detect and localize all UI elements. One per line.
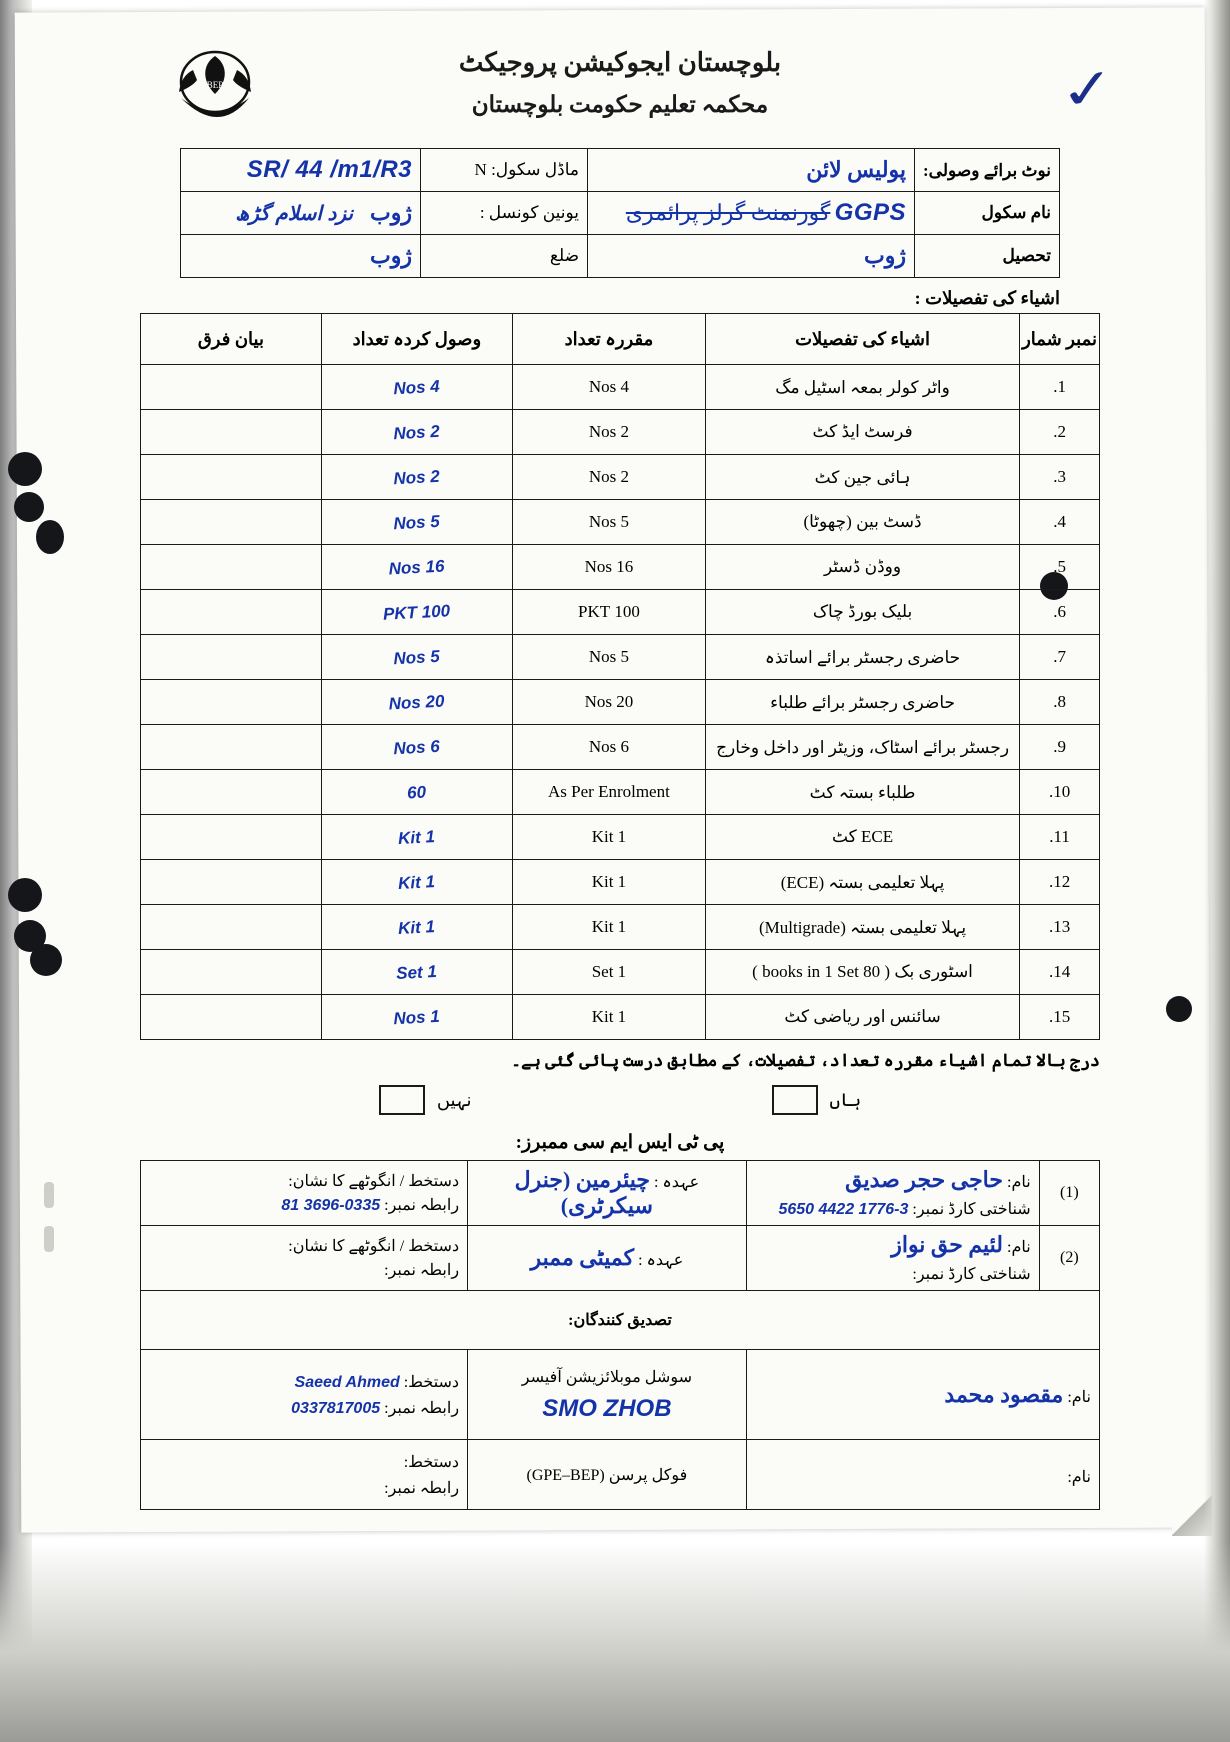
ink-blot — [30, 944, 62, 976]
district-label: ضلع — [421, 235, 588, 278]
district-value-cell — [181, 235, 421, 278]
model-school-value-cell — [181, 149, 421, 192]
table-row — [141, 725, 1100, 770]
union-council-label: یونین کونسل : — [421, 192, 588, 235]
cell-quantity: 6 Nos — [512, 725, 705, 770]
cell-serial: 9. — [1020, 725, 1100, 770]
cell-serial: 12. — [1020, 860, 1100, 905]
cell-serial: 13. — [1020, 905, 1100, 950]
verification-section-title: تصدیق کنندگان: — [141, 1291, 1100, 1350]
school-name-value-cell — [588, 192, 915, 235]
cell-received: 1 Kit — [320, 810, 513, 865]
cell-serial: 1. — [1020, 365, 1100, 410]
cell-quantity: 1 Kit — [512, 995, 705, 1040]
cell-difference — [141, 860, 322, 905]
member-contact-label: رابطہ نمبر: — [384, 1262, 460, 1279]
cell-description: حاضری رجسٹر برائے طلباء — [705, 680, 1019, 725]
receipt-note-value-cell — [588, 149, 915, 192]
cell-description: بلیک بورڈ چاک — [705, 590, 1019, 635]
cell-difference — [141, 590, 322, 635]
cell-description: واٹر کولر بمعہ اسٹیل مگ — [705, 365, 1019, 410]
table-row — [141, 590, 1100, 635]
confirm-no-option[interactable] — [379, 1085, 472, 1115]
tehsil-value-cell — [588, 235, 915, 278]
cell-received: 100 PKT — [320, 585, 513, 640]
items-table-head — [141, 314, 1100, 365]
ink-blot — [1166, 996, 1192, 1022]
tehsil-value: ژوب — [864, 243, 907, 268]
verifier-contact-label: رابطہ نمبر: — [384, 1399, 460, 1417]
cell-received: 2 Nos — [320, 405, 513, 460]
cell-serial: 4. — [1020, 500, 1100, 545]
confirm-no-label: نہیں — [436, 1089, 472, 1110]
verifier-name-cell — [746, 1350, 1099, 1440]
table-row — [141, 905, 1100, 950]
verifier-name-value: مقصود محمد — [944, 1381, 1064, 1407]
cell-received: 1 Nos — [320, 990, 513, 1045]
signatures-table — [140, 1160, 1100, 1510]
cell-description: ووڈن ڈسٹر — [705, 545, 1019, 590]
member-role-value: چیئرمین (جنرل سیکرٹری) — [514, 1167, 653, 1218]
cell-description: رجسٹر برائے اسٹاک، وزیٹر اور داخل وخارج — [705, 725, 1019, 770]
ink-blot — [8, 878, 42, 912]
table-row — [141, 635, 1100, 680]
cell-difference — [141, 950, 322, 995]
table-row — [141, 410, 1100, 455]
cell-received: 2 Nos — [320, 450, 513, 505]
cell-description: اسٹوری بک ( 80 books in 1 Set ) — [705, 950, 1019, 995]
check-mark-annotation: ✓ — [1056, 57, 1121, 123]
cell-description: پہلا تعلیمی بستہ (Multigrade) — [705, 905, 1019, 950]
cell-description: ہائی جین کٹ — [705, 455, 1019, 500]
cell-quantity: 1 Kit — [512, 905, 705, 950]
confirmation-checkboxes — [140, 1085, 1100, 1115]
cell-received: 1 Kit — [320, 855, 513, 910]
cell-description: فرسٹ ایڈ کٹ — [705, 410, 1019, 455]
member-cnic-label: شناختی کارڈ نمبر: — [912, 1266, 1031, 1283]
cell-quantity: 16 Nos — [512, 545, 705, 590]
table-row — [141, 1350, 1100, 1440]
confirm-no-checkbox[interactable] — [379, 1085, 425, 1115]
col-difference: بیان فرق — [141, 314, 322, 365]
cell-received: 20 Nos — [320, 675, 513, 730]
union-council-value-cell — [181, 192, 421, 235]
school-name-value: GGPS — [834, 199, 907, 226]
cell-difference — [141, 455, 322, 500]
ink-blot — [36, 520, 64, 554]
cell-description: سائنس اور ریاضی کٹ — [705, 995, 1019, 1040]
member-contact-label: رابطہ نمبر: — [384, 1197, 460, 1214]
cell-serial: 11. — [1020, 815, 1100, 860]
verifier-name-label: نام: — [1067, 1388, 1091, 1406]
verifier-role-code: SMO ZHOB — [542, 1394, 672, 1422]
cell-difference — [141, 365, 322, 410]
cell-difference — [141, 545, 322, 590]
cell-serial: 7. — [1020, 635, 1100, 680]
cell-received: 4 Nos — [320, 360, 513, 415]
table-row — [181, 235, 1060, 278]
cell-received: 5 Nos — [320, 495, 513, 550]
union-council-value: ژوب — [370, 200, 413, 225]
table-row — [141, 455, 1100, 500]
cell-serial: 3. — [1020, 455, 1100, 500]
verifier-name-label: نام: — [1067, 1468, 1091, 1486]
member-role-cell — [468, 1161, 747, 1226]
table-row — [141, 545, 1100, 590]
member-name-cell — [746, 1161, 1039, 1226]
member-cnic-value: 3-1776 4422 5650 — [778, 1201, 909, 1218]
confirmation-statement: درج بالا تمام اشیاء مقررہ تعداد، تفصیلات، کے مطابق درست پائی گئی ہے۔ — [511, 1051, 1100, 1070]
confirm-yes-option[interactable] — [772, 1085, 862, 1115]
model-school-value: SR/ 44 /m1/R3 — [246, 156, 413, 183]
cell-quantity: 2 Nos — [512, 455, 705, 500]
cell-serial: 5. — [1020, 545, 1100, 590]
confirm-yes-checkbox[interactable] — [772, 1085, 818, 1115]
balochistan-govt-emblem-icon — [155, 42, 255, 122]
cell-difference — [141, 410, 322, 455]
member-name-cell — [746, 1226, 1039, 1291]
department-title: محکمہ تعلیم حکومت بلوچستان — [471, 92, 769, 117]
member-name-value: لئیم حق نواز — [891, 1232, 1003, 1257]
document-header — [120, 30, 1120, 140]
table-row — [141, 1161, 1100, 1226]
verifier-signature-cell — [141, 1350, 468, 1440]
cell-difference — [141, 680, 322, 725]
table-row — [141, 680, 1100, 725]
cell-difference — [141, 905, 322, 950]
table-row — [141, 770, 1100, 815]
verifier-role-cell — [468, 1440, 747, 1510]
ink-blot — [14, 492, 44, 522]
cell-description: ECE کٹ — [705, 815, 1019, 860]
cell-received: 1 Set — [320, 945, 513, 1000]
col-received: وصول کردہ تعداد — [321, 314, 512, 365]
verifier-role-cell — [468, 1350, 747, 1440]
model-school-label: ماڈل سکول: N — [421, 149, 588, 192]
table-row — [141, 950, 1100, 995]
table-row — [181, 149, 1060, 192]
cell-quantity: 2 Nos — [512, 410, 705, 455]
verifier-name-cell — [746, 1440, 1099, 1510]
cell-difference — [141, 725, 322, 770]
member-index: (1) — [1039, 1161, 1099, 1226]
member-role-label: عہدہ : — [638, 1252, 684, 1269]
verifier-signature-label: دستخط: — [403, 1373, 460, 1391]
table-row — [141, 995, 1100, 1040]
cell-difference — [141, 815, 322, 860]
org-title: بلوچستان ایجوکیشن پروجیکٹ — [458, 48, 782, 77]
table-row — [141, 860, 1100, 905]
cell-received: 6 Nos — [320, 720, 513, 775]
cell-quantity: As Per Enrolment — [512, 770, 705, 815]
verifier-signature-label: دستخط: — [403, 1453, 460, 1471]
verifier-role-value: سوشل موبلائزیشن آفیسر — [521, 1368, 692, 1386]
member-signature-cell — [141, 1226, 468, 1291]
cell-difference — [141, 770, 322, 815]
items-table-body — [141, 365, 1100, 1040]
col-description: اشیاء کی تفصیلات — [705, 314, 1019, 365]
cell-serial: 15. — [1020, 995, 1100, 1040]
member-name-label: نام: — [1007, 1174, 1031, 1191]
member-role-value: کمیٹی ممبر — [530, 1245, 635, 1270]
cell-difference — [141, 995, 322, 1040]
member-contact-value: 0335-3696 81 — [281, 1197, 381, 1214]
member-name-value: حاجی حجر صدیق — [845, 1167, 1003, 1192]
district-value: ژوب — [370, 243, 413, 268]
ink-blot — [8, 452, 42, 486]
cell-description: پہلا تعلیمی بستہ (ECE) — [705, 860, 1019, 905]
member-cnic-label: شناختی کارڈ نمبر: — [912, 1201, 1031, 1218]
member-signature-cell — [141, 1161, 468, 1226]
verifier-contact-label: رابطہ نمبر: — [384, 1479, 460, 1497]
paper-punch-mark — [44, 1226, 54, 1252]
verifier-role-value: فوکل پرسن (GPE–BEP) — [526, 1466, 688, 1484]
member-signature-label: دستخط / انگوٹھے کا نشان: — [288, 1173, 460, 1190]
verifier-signature-value: Saeed Ahmed — [294, 1373, 400, 1391]
cell-difference — [141, 635, 322, 680]
col-quantity: مقررہ تعداد — [512, 314, 705, 365]
form-body — [120, 30, 1120, 1510]
cell-received: 1 Kit — [320, 900, 513, 955]
cell-serial: 6. — [1020, 590, 1100, 635]
cell-description: ڈسٹ بین (چھوٹا) — [705, 500, 1019, 545]
cell-quantity: 5 Nos — [512, 635, 705, 680]
cell-description: طلباء بستہ کٹ — [705, 770, 1019, 815]
cell-quantity: 1 Set — [512, 950, 705, 995]
cell-quantity: 1 Kit — [512, 815, 705, 860]
table-row — [141, 500, 1100, 545]
school-info-table — [180, 148, 1060, 278]
member-role-cell — [468, 1226, 747, 1291]
table-header-row — [141, 314, 1100, 365]
table-row — [141, 365, 1100, 410]
cell-quantity: 5 Nos — [512, 500, 705, 545]
member-role-label: عہدہ : — [653, 1174, 700, 1191]
receipt-note-label: نوٹ برائے وصولی: — [915, 149, 1060, 192]
cell-serial: 10. — [1020, 770, 1100, 815]
svg-text:BEP: BEP — [206, 80, 224, 90]
items-section-label: اشیاء کی تفصیلات : — [914, 288, 1060, 308]
cell-received: 5 Nos — [320, 630, 513, 685]
cell-serial: 2. — [1020, 410, 1100, 455]
cell-quantity: 20 Nos — [512, 680, 705, 725]
cell-description: حاضری رجسٹر برائے اساتذہ — [705, 635, 1019, 680]
scan-edge-shadow-bottom — [0, 1542, 1230, 1742]
cell-quantity: 100 PKT — [512, 590, 705, 635]
receipt-note-value: پولیس لائن — [806, 157, 907, 182]
cell-serial: 8. — [1020, 680, 1100, 725]
verifier-contact-value: 0337817005 — [291, 1399, 381, 1417]
cell-quantity: 1 Kit — [512, 860, 705, 905]
table-row — [181, 192, 1060, 235]
member-index: (2) — [1039, 1226, 1099, 1291]
cell-serial: 14. — [1020, 950, 1100, 995]
table-row — [141, 1226, 1100, 1291]
member-name-label: نام: — [1007, 1239, 1031, 1256]
tehsil-label: تحصیل — [915, 235, 1060, 278]
items-table — [140, 313, 1100, 1040]
table-row — [141, 1440, 1100, 1510]
confirm-yes-label: ہاں — [829, 1089, 862, 1110]
cell-difference — [141, 500, 322, 545]
member-signature-label: دستخط / انگوٹھے کا نشان: — [288, 1238, 460, 1255]
school-name-label: نام سکول — [915, 192, 1060, 235]
table-row — [141, 1291, 1100, 1350]
table-row — [141, 815, 1100, 860]
school-name-struck: گورنمنٹ گرلز پرائمری — [625, 200, 831, 225]
cell-quantity: 4 Nos — [512, 365, 705, 410]
scan-edge-shadow-right — [1204, 0, 1230, 1742]
cell-received: 60 — [320, 765, 513, 820]
cell-received: 16 Nos — [320, 540, 513, 595]
paper-punch-mark — [44, 1182, 54, 1208]
extra-note: نزد اسلام گڑھ — [235, 203, 354, 225]
col-serial: نمبر شمار — [1020, 314, 1100, 365]
ptsmc-section-title: پی ٹی ایس ایم سی ممبرز: — [515, 1132, 725, 1153]
verifier-signature-cell — [141, 1440, 468, 1510]
